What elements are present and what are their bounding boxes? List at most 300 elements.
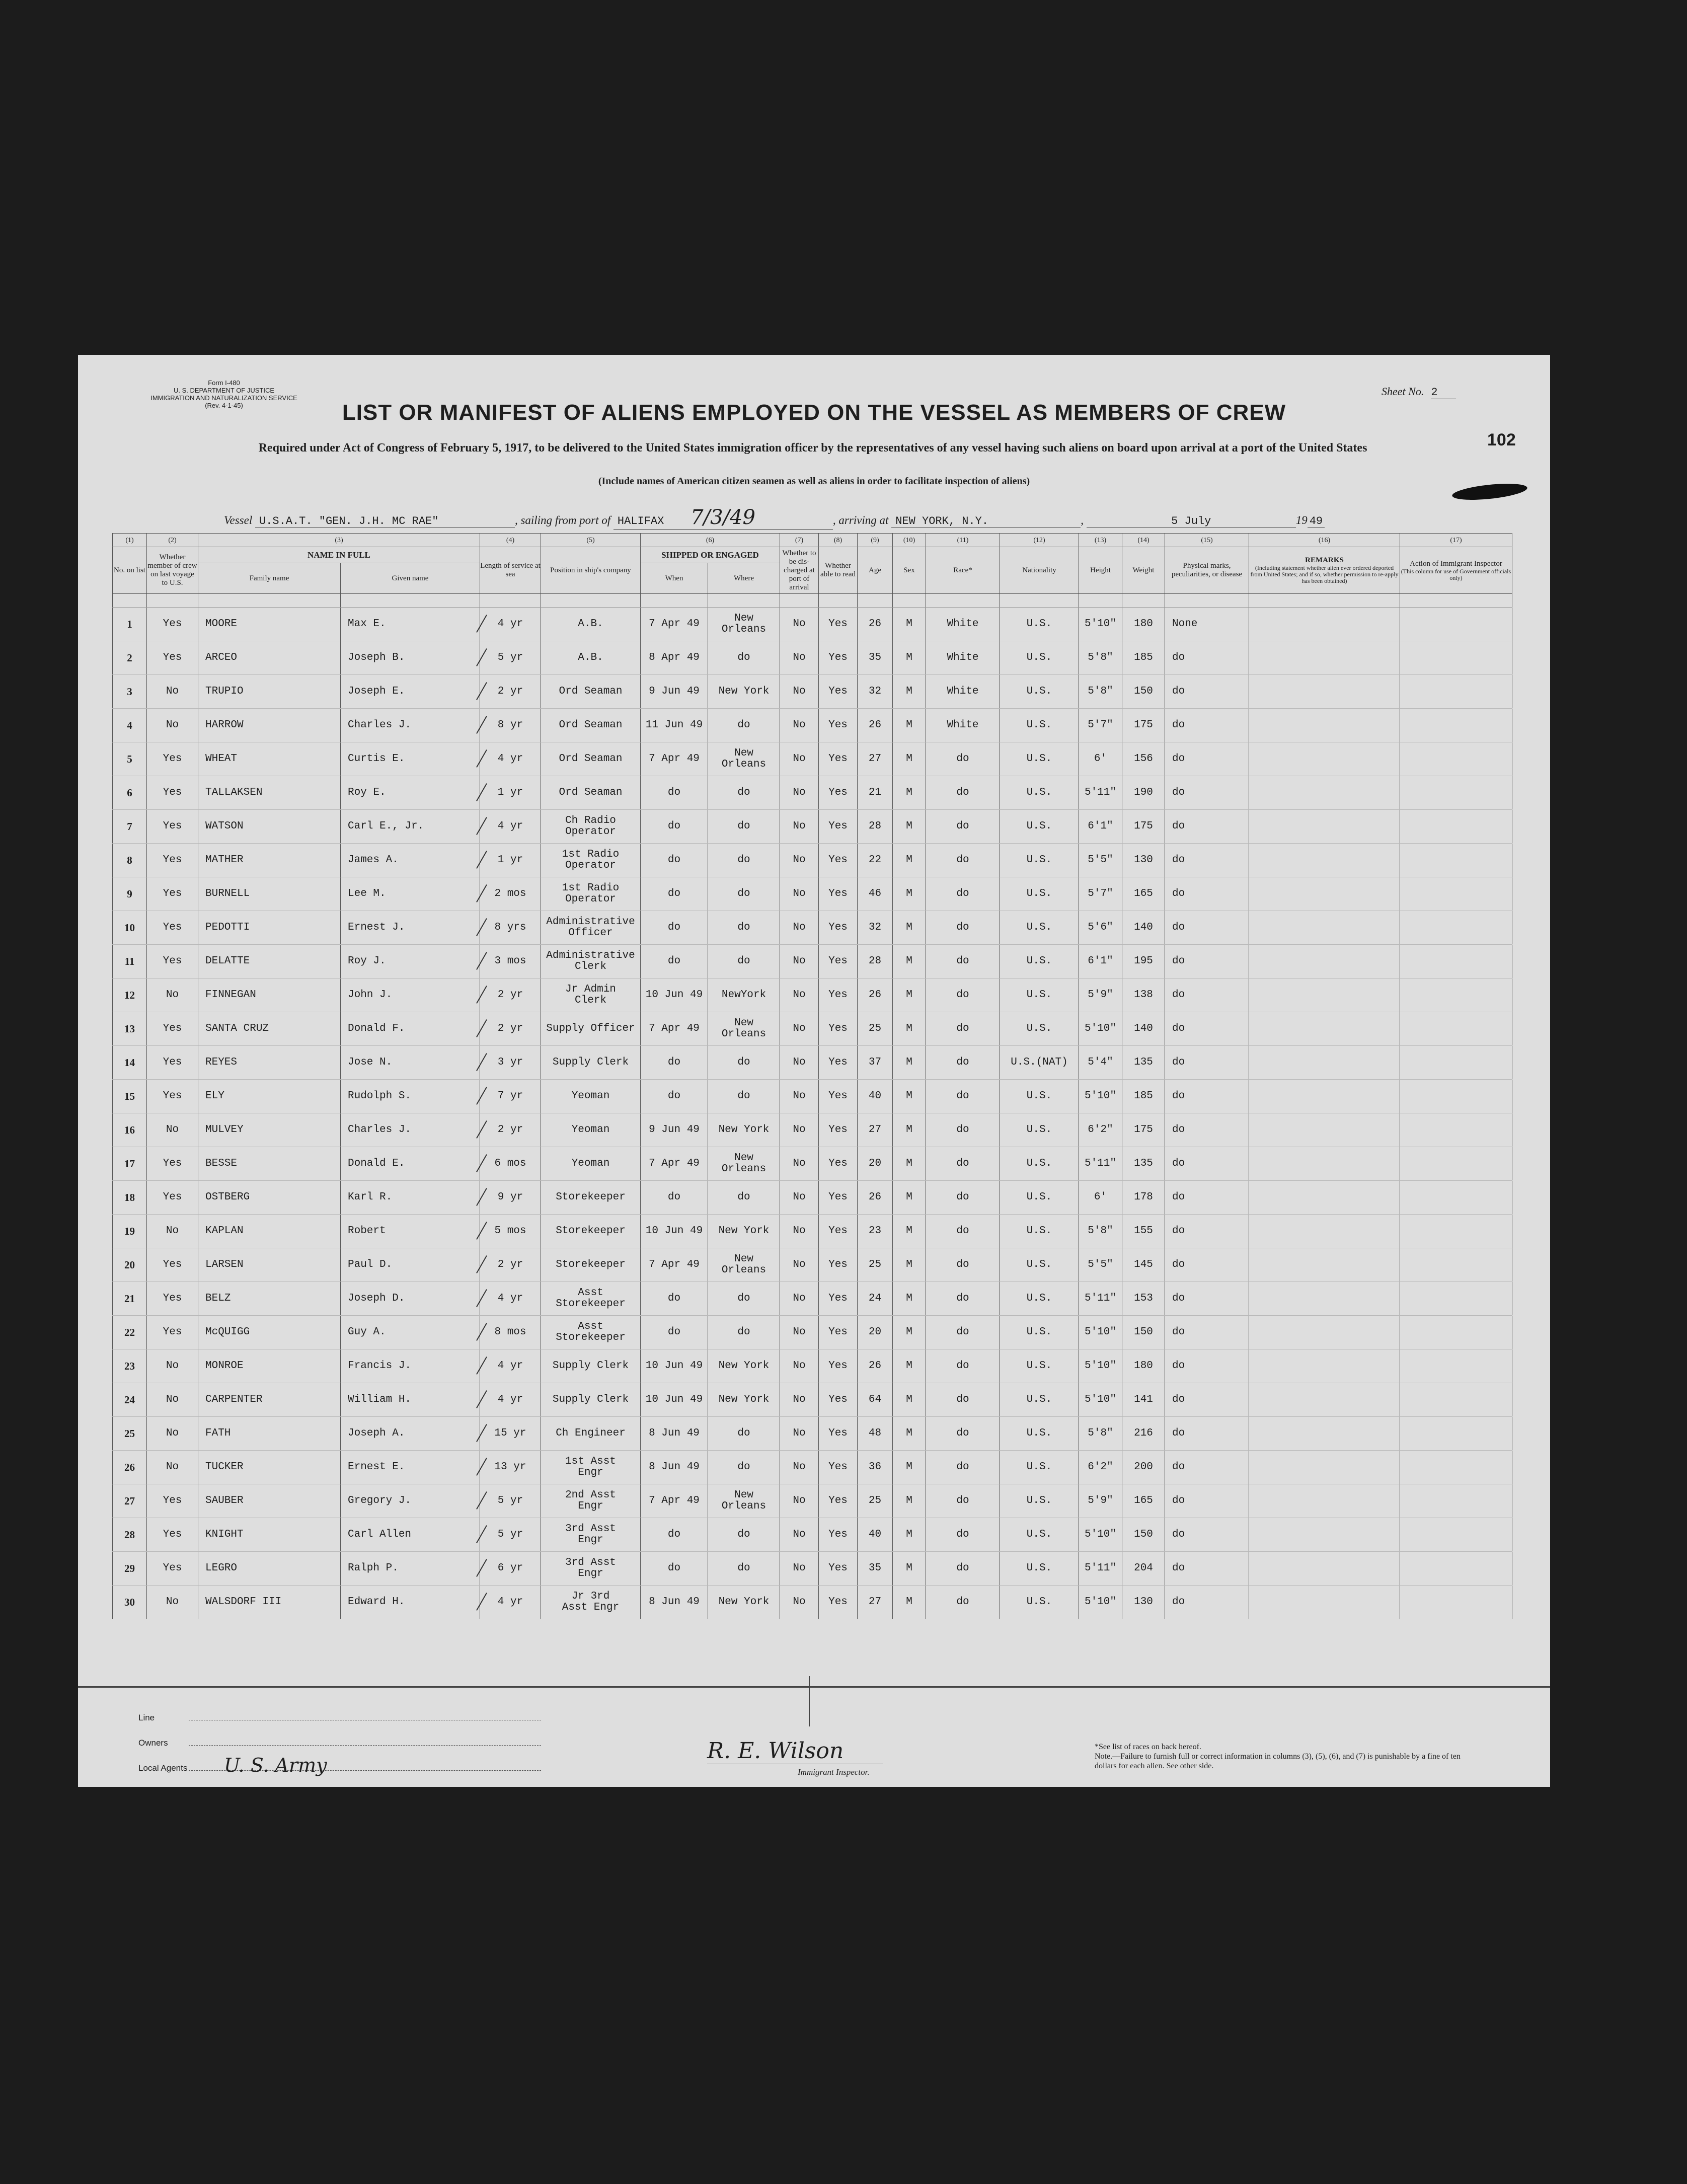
height-cell: 6'1" (1079, 810, 1122, 844)
year-prefix: 19 (1295, 514, 1308, 526)
height-cell: 5'10" (1079, 1080, 1122, 1113)
shipped-where-line: New (734, 1017, 753, 1029)
length-of-service-cell: 1 yr (480, 776, 541, 810)
position-cell (541, 1316, 641, 1349)
weight-cell: 155 (1122, 1215, 1165, 1248)
header-physical-marks: Physical marks, peculiarities, or disease (1165, 547, 1249, 594)
row-number-cell: 15 (113, 1080, 147, 1113)
sex-cell: M (893, 675, 926, 709)
remarks-cell (1249, 1046, 1400, 1080)
physical-marks-cell: do (1165, 1484, 1249, 1518)
length-of-service-cell: 4 yr (480, 1586, 541, 1619)
inspector-action-cell (1400, 1113, 1512, 1147)
row-number-cell: 12 (113, 978, 147, 1012)
to-be-discharged-cell: No (780, 675, 819, 709)
given-name-cell: Francis J. (341, 1349, 480, 1383)
weight-cell: 190 (1122, 776, 1165, 810)
sex-cell: M (893, 1080, 926, 1113)
position-line: Asst (578, 1287, 603, 1299)
length-of-service-cell: 4 yr (480, 1282, 541, 1316)
shipped-where-cell (708, 1181, 780, 1215)
able-to-read-cell: Yes (819, 709, 858, 742)
inspector-action-cell (1400, 844, 1512, 877)
length-of-service-cell: 2 yr (480, 1248, 541, 1282)
inspector-action-cell (1400, 742, 1512, 776)
race-cell: do (926, 1484, 1000, 1518)
sex-cell: M (893, 978, 926, 1012)
shipped-when-cell: do (641, 1552, 708, 1586)
col-num: (1) (113, 534, 147, 547)
inspector-action-cell (1400, 1282, 1512, 1316)
weight-cell: 150 (1122, 1518, 1165, 1552)
nationality-cell: U.S. (1000, 1215, 1079, 1248)
row-number-cell: 21 (113, 1282, 147, 1316)
shipped-when-cell: do (641, 1316, 708, 1349)
age-cell: 20 (858, 1316, 893, 1349)
shipped-where-line: New York (718, 1360, 770, 1372)
physical-marks-cell: do (1165, 1113, 1249, 1147)
race-cell: White (926, 675, 1000, 709)
sex-cell: M (893, 1046, 926, 1080)
given-name-cell: James A. (341, 844, 480, 877)
position-line: Operator (565, 860, 616, 871)
remarks-cell (1249, 911, 1400, 945)
sex-cell: M (893, 1248, 926, 1282)
given-name-cell: Joseph E. (341, 675, 480, 709)
able-to-read-cell: Yes (819, 641, 858, 675)
header-given-name: Given name (341, 563, 480, 594)
shipped-where-line: do (737, 652, 750, 663)
shipped-where-line: do (737, 1090, 750, 1102)
height-cell: 5'10" (1079, 1012, 1122, 1046)
shipped-where-cell (708, 1349, 780, 1383)
race-cell: do (926, 1282, 1000, 1316)
inspector-action-cell (1400, 1316, 1512, 1349)
owners-rule (189, 1745, 541, 1746)
nationality-cell: U.S. (1000, 1518, 1079, 1552)
remarks-cell (1249, 1282, 1400, 1316)
shipped-where-cell (708, 675, 780, 709)
age-cell: 26 (858, 608, 893, 641)
race-cell: do (926, 1012, 1000, 1046)
table-row (113, 877, 1512, 911)
length-of-service-cell: 8 mos (480, 1316, 541, 1349)
family-name-cell: MONROE (198, 1349, 341, 1383)
length-of-service-cell: 13 yr (480, 1451, 541, 1484)
given-name-cell: Carl Allen (341, 1518, 480, 1552)
to-be-discharged-cell: No (780, 1282, 819, 1316)
able-to-read-cell: Yes (819, 1080, 858, 1113)
nationality-cell: U.S. (1000, 776, 1079, 810)
nationality-cell: U.S. (1000, 1012, 1079, 1046)
able-to-read-cell: Yes (819, 1113, 858, 1147)
header-age: Age (858, 547, 893, 594)
sex-cell: M (893, 1484, 926, 1518)
row-number-cell: 10 (113, 911, 147, 945)
table-row (113, 776, 1512, 810)
port-from (614, 506, 833, 530)
weight-cell: 141 (1122, 1383, 1165, 1417)
shipped-where-cell (708, 1147, 780, 1181)
age-cell: 24 (858, 1282, 893, 1316)
row-number-cell: 25 (113, 1417, 147, 1451)
member-last-voyage-cell: Yes (147, 742, 198, 776)
position-line: 2nd Asst (565, 1489, 616, 1501)
position-cell (541, 1417, 641, 1451)
height-cell: 5'6" (1079, 911, 1122, 945)
sex-cell: M (893, 608, 926, 641)
remarks-cell (1249, 844, 1400, 877)
sail-date: 7/3/49 (691, 506, 755, 529)
family-name-cell: BURNELL (198, 877, 341, 911)
nationality-cell: U.S. (1000, 608, 1079, 641)
able-to-read-cell: Yes (819, 1518, 858, 1552)
able-to-read-cell: Yes (819, 945, 858, 978)
inspector-action-cell (1400, 1349, 1512, 1383)
member-last-voyage-cell: Yes (147, 608, 198, 641)
header-nationality: Nationality (1000, 547, 1079, 594)
family-name-cell: WALSDORF III (198, 1586, 341, 1619)
height-cell: 5'8" (1079, 1417, 1122, 1451)
able-to-read-cell: Yes (819, 776, 858, 810)
given-name-cell: Jose N. (341, 1046, 480, 1080)
race-cell: White (926, 709, 1000, 742)
shipped-where-line: do (737, 1057, 750, 1068)
shipped-where-cell (708, 776, 780, 810)
nationality-cell: U.S. (1000, 1349, 1079, 1383)
member-last-voyage-cell: Yes (147, 641, 198, 675)
position-line: Yeoman (571, 1158, 610, 1169)
sex-cell: M (893, 1316, 926, 1349)
age-cell: 27 (858, 1113, 893, 1147)
member-last-voyage-cell: Yes (147, 1552, 198, 1586)
col-num: (11) (926, 534, 1000, 547)
inspector-action-cell (1400, 1046, 1512, 1080)
row-number-cell: 30 (113, 1586, 147, 1619)
family-name-cell: SAUBER (198, 1484, 341, 1518)
length-of-service-cell: 5 yr (480, 1484, 541, 1518)
family-name-cell: LARSEN (198, 1248, 341, 1282)
physical-marks-cell: None (1165, 608, 1249, 641)
weight-cell: 180 (1122, 608, 1165, 641)
position-line: Clerk (574, 995, 606, 1006)
member-last-voyage-cell: Yes (147, 877, 198, 911)
remarks-cell (1249, 1248, 1400, 1282)
remarks-cell (1249, 1113, 1400, 1147)
age-cell: 27 (858, 742, 893, 776)
age-cell: 26 (858, 1181, 893, 1215)
shipped-when-cell: do (641, 1282, 708, 1316)
member-last-voyage-cell: No (147, 675, 198, 709)
position-line: Storekeeper (556, 1298, 626, 1310)
weight-cell: 130 (1122, 844, 1165, 877)
position-cell (541, 675, 641, 709)
inspector-action-cell (1400, 877, 1512, 911)
shipped-where-cell (708, 1248, 780, 1282)
age-cell: 35 (858, 1552, 893, 1586)
header-height: Height (1079, 547, 1122, 594)
remarks-note: (Including statement whether alien ever ordered deported from United States; and if so, whether permission to re-apply has been obtained) (1250, 564, 1399, 584)
remarks-cell (1249, 1316, 1400, 1349)
physical-marks-cell: do (1165, 1248, 1249, 1282)
family-name-cell: McQUIGG (198, 1316, 341, 1349)
sex-cell: M (893, 1215, 926, 1248)
shipped-when-cell: 10 Jun 49 (641, 1383, 708, 1417)
col-num: (6) (641, 534, 780, 547)
sex-cell: M (893, 776, 926, 810)
able-to-read-cell: Yes (819, 1248, 858, 1282)
position-cell (541, 1586, 641, 1619)
given-name-cell: Carl E., Jr. (341, 810, 480, 844)
position-line: Ch Radio (565, 815, 616, 826)
member-last-voyage-cell: No (147, 1349, 198, 1383)
age-cell: 23 (858, 1215, 893, 1248)
family-name-cell: REYES (198, 1046, 341, 1080)
remarks-cell (1249, 1215, 1400, 1248)
member-last-voyage-cell: Yes (147, 1080, 198, 1113)
age-cell: 20 (858, 1147, 893, 1181)
position-line: Supply Clerk (552, 1057, 629, 1068)
race-cell: do (926, 1113, 1000, 1147)
physical-marks-cell: do (1165, 1417, 1249, 1451)
shipped-when-cell: 8 Jun 49 (641, 1586, 708, 1619)
age-cell: 27 (858, 1586, 893, 1619)
table-row (113, 911, 1512, 945)
shipped-where-line: do (737, 1326, 750, 1338)
position-cell (541, 1248, 641, 1282)
sex-cell: M (893, 1282, 926, 1316)
to-be-discharged-cell: No (780, 709, 819, 742)
age-cell: 28 (858, 810, 893, 844)
height-cell: 5'10" (1079, 1518, 1122, 1552)
able-to-read-cell: Yes (819, 1484, 858, 1518)
shipped-where-line: New (734, 747, 753, 759)
position-line: Ord Seaman (559, 719, 623, 731)
shipped-when-cell: 10 Jun 49 (641, 1215, 708, 1248)
col-num: (17) (1400, 534, 1512, 547)
table-row (113, 945, 1512, 978)
position-line: Storekeeper (556, 1332, 626, 1343)
family-name-cell: WHEAT (198, 742, 341, 776)
given-name-cell: John J. (341, 978, 480, 1012)
table-row (113, 1147, 1512, 1181)
given-name-cell: Rudolph S. (341, 1080, 480, 1113)
position-line: Officer (568, 927, 613, 939)
row-number-cell: 17 (113, 1147, 147, 1181)
remarks-cell (1249, 608, 1400, 641)
shipped-when-cell: do (641, 1181, 708, 1215)
position-line: 3rd Asst (565, 1557, 616, 1568)
physical-marks-cell: do (1165, 945, 1249, 978)
year-suffix: 49 (1308, 515, 1325, 528)
member-last-voyage-cell: Yes (147, 1316, 198, 1349)
shipped-when-cell: 10 Jun 49 (641, 1349, 708, 1383)
member-last-voyage-cell: Yes (147, 1012, 198, 1046)
shipped-where-cell (708, 1080, 780, 1113)
weight-cell: 178 (1122, 1181, 1165, 1215)
shipped-when-cell: 8 Apr 49 (641, 641, 708, 675)
table-row (113, 675, 1512, 709)
shipped-where-line: New (734, 1152, 753, 1164)
shipped-where-line: do (737, 1427, 750, 1439)
physical-marks-cell: do (1165, 877, 1249, 911)
table-row (113, 844, 1512, 877)
length-of-service-cell: 6 yr (480, 1552, 541, 1586)
length-of-service-cell: 2 mos (480, 877, 541, 911)
position-line: Asst Engr (562, 1602, 620, 1613)
to-be-discharged-cell: No (780, 1215, 819, 1248)
to-be-discharged-cell: No (780, 1586, 819, 1619)
header-position: Position in ship's company (541, 547, 641, 594)
age-cell: 28 (858, 945, 893, 978)
family-name-cell: TUCKER (198, 1451, 341, 1484)
able-to-read-cell: Yes (819, 911, 858, 945)
physical-marks-cell: do (1165, 1012, 1249, 1046)
action-title: Action of Immigrant Inspector (1410, 559, 1502, 568)
physical-marks-cell: do (1165, 1181, 1249, 1215)
member-last-voyage-cell: Yes (147, 1282, 198, 1316)
length-of-service-cell: 8 yr (480, 709, 541, 742)
member-last-voyage-cell: No (147, 1383, 198, 1417)
to-be-discharged-cell: No (780, 1147, 819, 1181)
manifest-footer (78, 1686, 1550, 1788)
remarks-cell (1249, 1181, 1400, 1215)
sheet-no-label: Sheet No. (1382, 385, 1424, 398)
to-be-discharged-cell: No (780, 978, 819, 1012)
length-of-service-cell: 4 yr (480, 1383, 541, 1417)
to-be-discharged-cell: No (780, 742, 819, 776)
nationality-cell: U.S. (1000, 945, 1079, 978)
given-name-cell: Guy A. (341, 1316, 480, 1349)
position-line: Jr 3rd (571, 1591, 610, 1602)
age-cell: 36 (858, 1451, 893, 1484)
spacer-row (113, 594, 1512, 608)
row-number-cell: 24 (113, 1383, 147, 1417)
header-weight: Weight (1122, 547, 1165, 594)
col-num: (10) (893, 534, 926, 547)
weight-cell: 175 (1122, 1113, 1165, 1147)
age-cell: 64 (858, 1383, 893, 1417)
nationality-cell: U.S. (1000, 877, 1079, 911)
nationality-cell: U.S. (1000, 1451, 1079, 1484)
weight-cell: 185 (1122, 1080, 1165, 1113)
sex-cell: M (893, 1383, 926, 1417)
physical-marks-cell: do (1165, 675, 1249, 709)
family-name-cell: FATH (198, 1417, 341, 1451)
given-name-cell: Ernest J. (341, 911, 480, 945)
weight-cell: 175 (1122, 709, 1165, 742)
position-line: Supply Officer (546, 1023, 635, 1034)
shipped-when-cell: do (641, 1080, 708, 1113)
document-title: LIST OR MANIFEST OF ALIENS EMPLOYED ON THE VESSEL AS MEMBERS OF CREW (342, 400, 1286, 425)
weight-cell: 216 (1122, 1417, 1165, 1451)
age-cell: 26 (858, 978, 893, 1012)
shipped-where-line: New (734, 1489, 753, 1501)
position-line: Storekeeper (556, 1259, 626, 1270)
vessel-name: U.S.A.T. "GEN. J.H. MC RAE" (255, 515, 515, 528)
sex-cell: M (893, 742, 926, 776)
shipped-when-cell: 7 Apr 49 (641, 1147, 708, 1181)
height-cell: 5'5" (1079, 1248, 1122, 1282)
remarks-cell (1249, 877, 1400, 911)
table-row (113, 1113, 1512, 1147)
header-no-on-list: No. on list (113, 547, 147, 594)
shipped-where-line: New York (718, 1596, 770, 1608)
sex-cell: M (893, 641, 926, 675)
to-be-discharged-cell: No (780, 1181, 819, 1215)
sailing-label: , sailing from port of (514, 514, 611, 526)
row-number-cell: 22 (113, 1316, 147, 1349)
shipped-where-cell (708, 742, 780, 776)
shipped-when-cell: 7 Apr 49 (641, 608, 708, 641)
length-of-service-cell: 6 mos (480, 1147, 541, 1181)
given-name-cell: Robert (341, 1215, 480, 1248)
shipped-where-cell (708, 911, 780, 945)
inspector-action-cell (1400, 810, 1512, 844)
remarks-cell (1249, 1552, 1400, 1586)
position-cell (541, 1215, 641, 1248)
shipped-where-line: New York (718, 1394, 770, 1405)
inspector-action-cell (1400, 675, 1512, 709)
member-last-voyage-cell: Yes (147, 1248, 198, 1282)
col-num: (16) (1249, 534, 1400, 547)
inspector-action-cell (1400, 1484, 1512, 1518)
row-number-cell: 19 (113, 1215, 147, 1248)
shipped-where-line: Orleans (721, 759, 766, 770)
family-name-cell: KAPLAN (198, 1215, 341, 1248)
col-num: (7) (780, 534, 819, 547)
shipped-where-cell (708, 1046, 780, 1080)
position-line: 1st Radio (562, 849, 620, 860)
row-number-cell: 4 (113, 709, 147, 742)
col-num: (14) (1122, 534, 1165, 547)
race-cell: do (926, 1451, 1000, 1484)
length-of-service-cell: 3 yr (480, 1046, 541, 1080)
able-to-read-cell: Yes (819, 1316, 858, 1349)
race-cell: do (926, 877, 1000, 911)
length-of-service-cell: 5 yr (480, 1518, 541, 1552)
sex-cell: M (893, 1451, 926, 1484)
race-cell: do (926, 742, 1000, 776)
race-cell: do (926, 1552, 1000, 1586)
shipped-where-cell (708, 1215, 780, 1248)
given-name-cell: Roy J. (341, 945, 480, 978)
row-number-cell: 9 (113, 877, 147, 911)
table-row (113, 1383, 1512, 1417)
family-name-cell: TALLAKSEN (198, 776, 341, 810)
column-number-row (113, 534, 1512, 547)
nationality-cell: U.S. (1000, 1248, 1079, 1282)
table-row (113, 1518, 1512, 1552)
manifest-sheet (78, 355, 1550, 1787)
inspector-action-cell (1400, 978, 1512, 1012)
member-last-voyage-cell: No (147, 709, 198, 742)
shipped-where-cell (708, 1282, 780, 1316)
to-be-discharged-cell: No (780, 1552, 819, 1586)
shipped-where-cell (708, 1417, 780, 1451)
shipped-where-cell (708, 1316, 780, 1349)
remarks-cell (1249, 1349, 1400, 1383)
sex-cell: M (893, 911, 926, 945)
shipped-where-cell (708, 810, 780, 844)
col-num: (4) (480, 534, 541, 547)
header-where: Where (708, 563, 780, 594)
inspector-action-cell (1400, 1181, 1512, 1215)
owners-label: Owners (138, 1738, 168, 1748)
length-of-service-cell: 2 yr (480, 675, 541, 709)
position-cell (541, 978, 641, 1012)
height-cell: 6' (1079, 742, 1122, 776)
